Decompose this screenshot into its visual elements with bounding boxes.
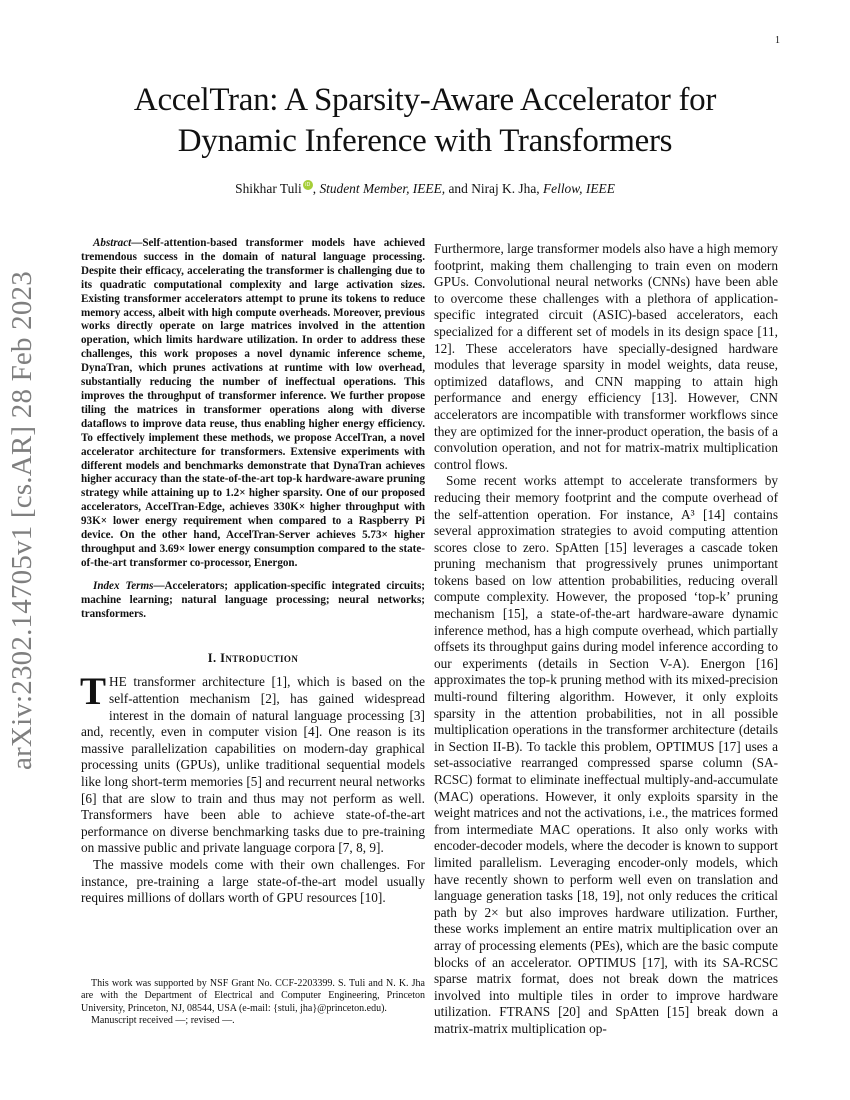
author-2-name: Niraj K. Jha, <box>471 181 540 196</box>
author-1-role: Student Member, IEEE, <box>319 181 446 196</box>
footnote-manuscript: Manuscript received —; revised —. <box>91 1014 235 1026</box>
author-line: Shikhar Tuli iD , Student Member, IEEE, and Niraj K. Jha, Fellow, IEEE <box>235 181 615 196</box>
author-2-role: Fellow, IEEE <box>542 181 615 196</box>
author-1-name: Shikhar Tuli <box>235 181 302 196</box>
paper-title <box>60 80 790 162</box>
index-terms-text: Accelerators; application-specific integrated circuits; machine learning; natural language processing; neural networks; transformers. <box>81 579 426 620</box>
author-connector: and <box>448 181 468 196</box>
intro-paragraph-1-text: HE transformer architecture [1], which is based on the self-attention mechanism [2], has gained widespread interest in the domain of natural language processing [3] and, recently, even in computer vision [4]. One reason is its massive parallelization capabilities on modern-day graphical processing units (GPUs), unlike traditional sequential models like long short-term memories [5] and recurrent neural networks [6] that are slow to train and thus may not perform as well. Transformers have been able to achieve state-of-the-art performance on diverse benchmarking tasks due to pre-training on massive public and private language corpora [7, 8, 9]. <box>81 674 425 856</box>
index-terms-label: Index Terms <box>93 579 154 592</box>
section-heading-introduction: I. Introduction <box>207 651 299 666</box>
intro-paragraph-3: Furthermore, large transformer models also have a high memory footprint, making them challenging to train even on modern GPUs. Convolutional neural networks (CNNs) have been able to overcome these challenges with a plethora of application-specific integrated circuit (ASIC)-based accelerators, each specialized for a different set of models in its design space [11, 12]. These accelerators have specially-designed hardware modules that leverage sparsity in model weights, data reuse, optimized dataflows, and CNN mapping to attain high performance and energy efficiency [13]. However, CNN accelerators are incompatible with transformer workflows since they are optimized for the inner-product operation, the basis of a convolution operation, and not for matrix-matrix multiplication control flows. <box>434 241 778 472</box>
intro-paragraph-1 <box>80 670 425 857</box>
intro-paragraph-2: The massive models come with their own challenges. For instance, pre-training a large state-of-the-art model usually requires millions of dollars worth of GPU resources [10]. <box>81 857 425 906</box>
left-column <box>81 237 425 907</box>
title-line-2: Dynamic Inference with Transformers <box>177 123 673 159</box>
orcid-icon[interactable]: iD <box>303 180 313 190</box>
abstract-dash: — <box>131 237 143 249</box>
title-line-1: AccelTran: A Sparsity-Aware Accelerator for <box>133 82 717 118</box>
index-terms-dash: — <box>153 579 165 592</box>
index-terms <box>81 580 425 622</box>
abstract-text: Self-attention-based transformer models have achieved tremendous success in the domain of natural language processing. Despite their efficacy, accelerating the transformer is challenging due to its quadratic computational complexity and large activation sizes. Existing transformer accelerators attempt to prune its tokens to reduce memory access, albeit with high compute overheads. Moreover, previous works directly operate on large matrices involved in the attention operation, which limits hardware utilization. In order to address these challenges, this work proposes a novel dynamic inference scheme, DynaTran, which prunes activations at runtime with low overhead, substantially reducing the number of ineffectual operations. This improves the throughput of transformer inference. We further propose tiling the matrices in transformer operations along with diverse dataflows to improve data reuse, thus enabling higher energy efficiency. To effectively implement these methods, we propose AccelTran, a novel accelerator architecture for transformers. Extensive experiments with different models and benchmarks demonstrate that DynaTran achieves higher accuracy than the state-of-the-art top-k hardware-aware pruning strategy while attaining up to 1.2× higher sparsity. One of our proposed accelerators, AccelTran-Edge, achieves 330K× higher throughput with 93K× lower energy requirement when compared to a Raspberry Pi device. On the other hand, AccelTran-Server achieves 5.73× higher throughput and 3.69× lower energy consumption compared to the state-of-the-art transformer co-processor, Energon. <box>81 237 425 569</box>
intro-paragraph-4: Some recent works attempt to accelerate transformers by reducing their memory footprint and the compute overhead of the self-attention operation. For instance, A³ [14] contains several approximation strategies to avoid computing attention scores close to zero. SpAtten [15] leverages a cascade token pruning mechanism that progressively prunes unimportant tokens based on low attention probabilities, reducing overall compute complexity. However, the proposed ‘top-k’ pruning mechanism [15], a state-of-the-art hardware-aware dynamic inference method, has a high compute overhead, which partially offsets its throughput gains during model inference according to our experiments (details in Section V-A). Energon [16] approximates the top-k pruning method with its mixed-precision multi-round filtering algorithm. However, it only exploits sparsity in the attention probabilities, not in all possible multiplication operations in the transformer architecture (details in Section II-B). To tackle this problem, OPTIMUS [17] uses a set-associative rearranged compressed sparse column (SA-RCSC) format to eliminate ineffectual multiply-and-accumulate (MAC) operations. However, it only exploits sparsity in the weight matrices and not the activations, i.e., the matrices formed from intermediate MAC operations. It also only works with encoder-decoder models, where the decoder is known to support limited parallelism. Leveraging encoder-only models, which have recently shown to perform well even on translation and language generation tasks [18, 19], not only reduces the critical path by 2× but also improves hardware utilization. Further, these works implement an entire matrix multiplication over an array of processing elements (PEs), which are the basic compute blocks of an accelerator. OPTIMUS [17], with its SA-RCSC sparse matrix format, does not break down the matrices involved into multiple tiles in order to improve hardware utilization. FTRANS [20] and SpAtten [15] break down a matrix-matrix multiplication op- <box>434 473 778 1036</box>
abstract <box>81 237 425 571</box>
dropcap-letter: T <box>80 670 107 714</box>
abstract-label: Abstract <box>93 237 132 249</box>
arxiv-identifier-stamp[interactable]: arXiv:2302.14705v1 [cs.AR] 28 Feb 2023 <box>6 271 38 770</box>
footnote <box>81 978 425 1027</box>
page-number: 1 <box>775 35 780 46</box>
footnote-funding: This work was supported by NSF Grant No. CCF-2203399. S. Tuli and N. K. Jha are with the Department of Electrical and Computer Engineering, Princeton University, Princeton, NJ, 08544, USA (e-mail: {stuli, jha}@princeton.edu). <box>81 978 425 1014</box>
right-column <box>434 241 778 1038</box>
